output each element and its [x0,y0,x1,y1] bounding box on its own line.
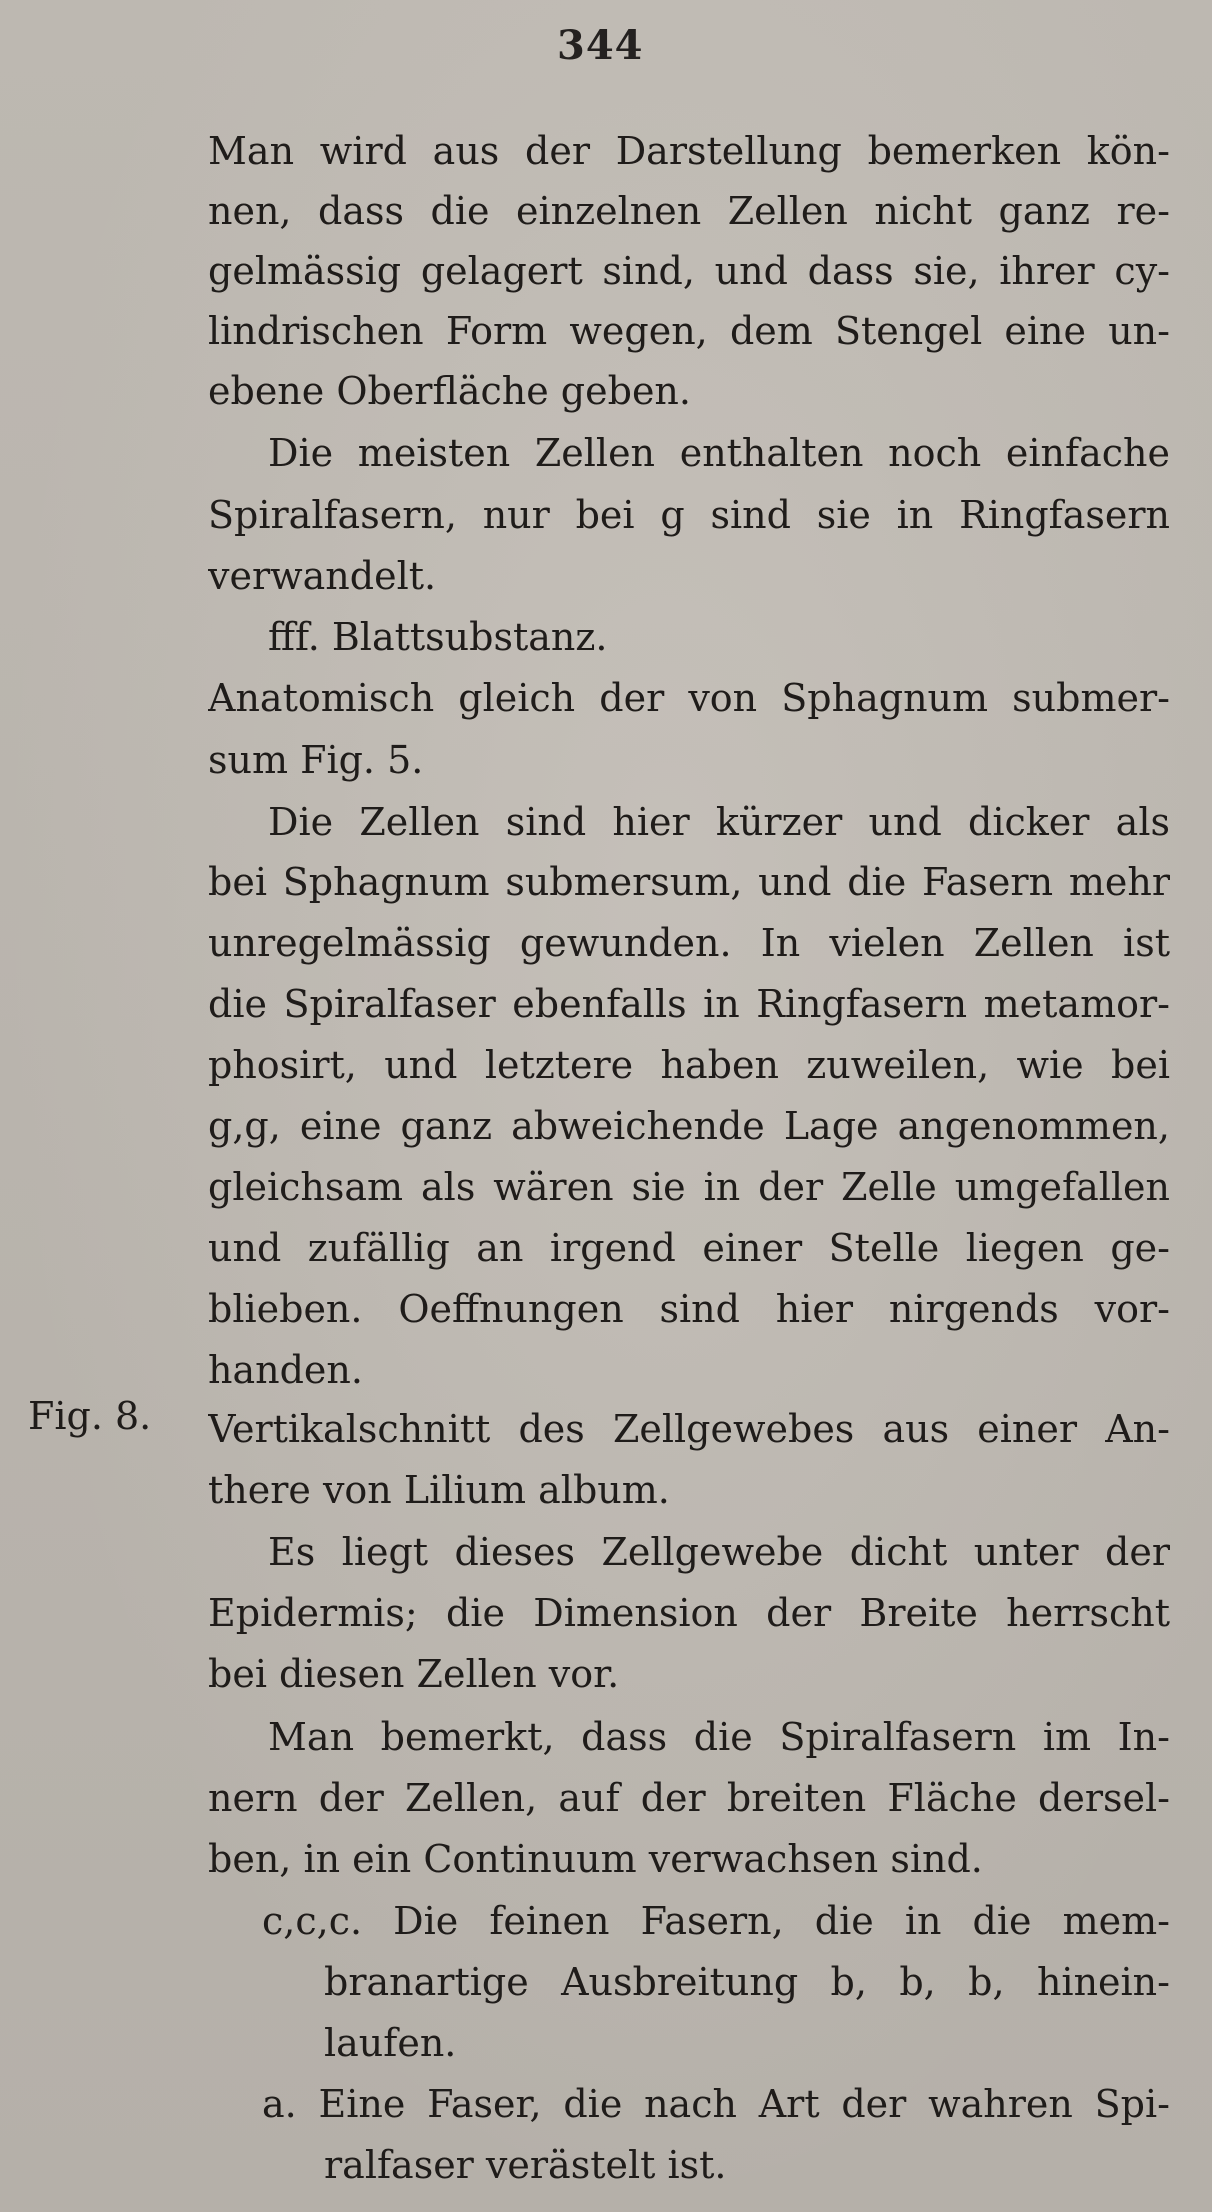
text-line: g,g, eine ganz abweichende Lage angenommen, [208,1104,1170,1148]
text-line: Die meisten Zellen enthalten noch einfache [268,431,1170,475]
text-line: Man bemerkt, dass die Spiralfasern im In- [268,1715,1170,1759]
text-line: phosirt, und letztere haben zuweilen, wie bei [208,1043,1170,1087]
text-line: Anatomisch gleich der von Sphagnum submer- [208,676,1170,720]
text-line: blieben. Oeffnungen sind hier nirgends vor- [208,1287,1170,1331]
text-line: gleichsam als wären sie in der Zelle umgefallen [208,1165,1170,1209]
text-line: laufen. [324,2021,457,2065]
text-line: Man wird aus der Darstellung bemerken kön- [208,129,1170,173]
text-line: lindrischen Form wegen, dem Stengel eine un- [208,309,1170,353]
section-label: fff. Blattsubstanz. [268,615,608,659]
figure-label: Fig. 8. [28,1394,152,1438]
text-line: Vertikalschnitt des Zellgewebes aus einer An- [208,1407,1170,1451]
text-line: there von Lilium album. [208,1468,670,1512]
text-line: Die Zellen sind hier kürzer und dicker als [268,800,1170,844]
text-line: sum Fig. 5. [208,738,424,782]
text-line: verwandelt. [208,554,437,598]
text-line: Spiralfasern, nur bei g sind sie in Ringfasern [208,493,1170,537]
text-line: ben, in ein Continuum verwachsen sind. [208,1837,983,1881]
text-line: ebene Oberfläche geben. [208,369,691,413]
text-line: und zufällig an irgend einer Stelle liegen ge- [208,1226,1170,1270]
text-line: a. Eine Faser, die nach Art der wahren Spi- [262,2082,1170,2126]
text-line: nern der Zellen, auf der breiten Fläche dersel- [208,1776,1170,1820]
text-line: Epidermis; die Dimension der Breite herrscht [208,1591,1170,1635]
text-line: c,c,c. Die feinen Fasern, die in die mem- [262,1899,1170,1943]
text-line: ralfaser verästelt ist. [324,2143,727,2187]
text-line: gelmässig gelagert sind, und dass sie, ihrer cy- [208,249,1170,293]
text-line: bei Sphagnum submersum, und die Fasern mehr [208,860,1170,904]
text-line: Es liegt dieses Zellgewebe dicht unter der [268,1530,1170,1574]
text-line: branartige Ausbreitung b, b, b, hinein- [324,1960,1170,2004]
text-line: handen. [208,1348,363,1392]
text-line: nen, dass die einzelnen Zellen nicht ganz re- [208,189,1170,233]
text-line: die Spiralfaser ebenfalls in Ringfasern metamor- [208,982,1170,1026]
text-line: unregelmässig gewunden. In vielen Zellen ist [208,921,1170,965]
page-number: 344 [557,22,644,69]
text-line: bei diesen Zellen vor. [208,1652,620,1696]
